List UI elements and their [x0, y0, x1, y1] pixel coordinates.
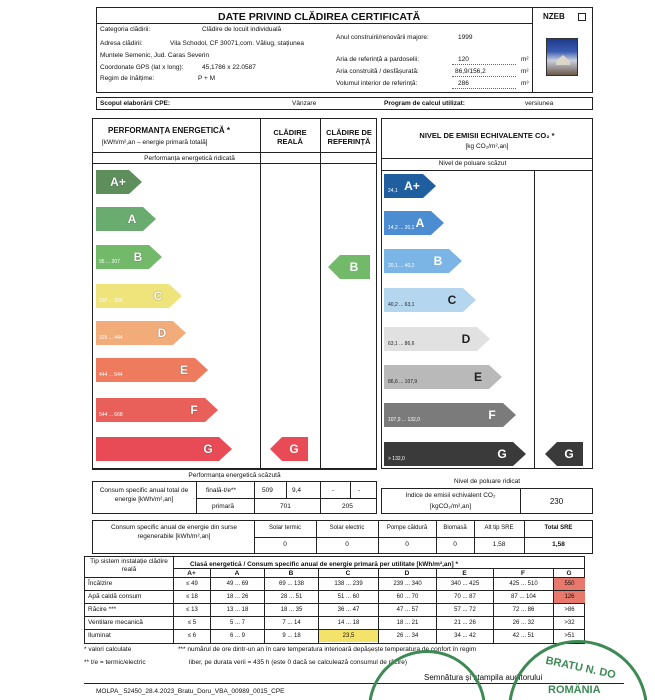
emission-class-letter: A	[415, 216, 425, 230]
energy-high-label: Performanța energetică ridicată	[144, 155, 235, 162]
class-table-class-header: A+	[187, 570, 196, 577]
emission-class-letter: D	[461, 332, 471, 346]
consumption-divider-h	[196, 498, 377, 499]
renewable-col-header: Biomasă	[443, 525, 467, 531]
class-table-cell: ≤ 6	[187, 633, 197, 639]
renewable-col-header: Solar termic	[268, 525, 301, 531]
class-table-cell: 340 ... 425	[450, 581, 480, 587]
class-table-cell: 60 ... 70	[396, 594, 419, 600]
class-table-class-header: G	[566, 570, 572, 577]
consumption-label: Consum specific anual total de energie [kWh/m²,an]	[99, 487, 189, 503]
address-value: Vila Schodol, CF 30071,com. Văliug, stațiunea	[170, 40, 304, 47]
class-table-row-name: Ventilare mecanică	[88, 619, 143, 626]
renewable-col-header: Solar electric	[329, 525, 365, 531]
heated-area-unit: m²	[521, 56, 529, 63]
class-table-cell: 239 ... 340	[393, 581, 422, 587]
energy-class-letter: F	[190, 403, 198, 417]
class-table-class-header: B	[288, 570, 294, 577]
emission-class-arrow-B	[384, 249, 462, 273]
header-divider	[96, 23, 532, 24]
class-table-cell: 26 ... 34	[396, 633, 419, 639]
class-table-cell: 5 ... 7	[229, 620, 245, 626]
value-underline-2	[452, 76, 516, 77]
emission-class-letter: B	[433, 254, 443, 268]
category-label: Categoria clădirii:	[100, 26, 151, 33]
note-te: ** t/e = termic/electric	[84, 659, 146, 666]
emissions-col-divider	[534, 170, 535, 469]
renewable-col-header: Alt tip SRE	[484, 525, 514, 531]
renewable-value: 1,58	[552, 541, 565, 548]
volume-label: Volumul interior de referință:	[336, 80, 418, 87]
signature-label: Semnătura și ștampila auditorului	[424, 673, 543, 682]
emission-class-range: 14,2 ... 20,1	[388, 225, 415, 231]
class-table-cell: 425 ... 510	[509, 581, 538, 587]
class-table-cell: 126	[554, 591, 585, 603]
renewable-value: 0	[345, 541, 349, 548]
energy-class-letter: A+	[110, 175, 126, 189]
energy-class-range: 544 ... 668	[99, 412, 123, 418]
class-table-header: Clasă energetică / Consum specific anual de energie primară per utilitate [kWh/m²,an] *	[190, 561, 459, 568]
class-table-cell: 18 ... 26	[226, 594, 249, 600]
class-table-cell: ≤ 5	[187, 620, 197, 626]
class-table-type-label: Tip sistem instalație clădire reală	[90, 558, 168, 573]
class-table-cell: 28 ... 51	[280, 594, 303, 600]
class-table-cell: ≤ 49	[186, 581, 198, 587]
built-area-label: Aria construită / desfășurată:	[336, 68, 419, 75]
class-table-cell: 57 ... 72	[454, 607, 476, 613]
renewable-value: 0	[283, 541, 287, 548]
class-table-cell: ≤ 18	[186, 594, 198, 600]
emission-class-range: > 132,0	[388, 456, 405, 462]
class-table-cell: 21 ... 26	[454, 620, 476, 626]
building-photo-roof	[556, 55, 570, 65]
col-ref-header: CLĂDIRE DE REFERINȚĂ	[326, 128, 372, 146]
class-table-cell: ≤ 13	[186, 607, 198, 613]
class-table-header-line	[173, 568, 585, 569]
energy-high-line	[92, 163, 377, 164]
class-table-cell: 70 ... 87	[454, 594, 476, 600]
built-area-unit: m²	[521, 68, 529, 75]
class-table-row-name: Apă caldă consum	[88, 593, 142, 600]
energy-class-letter: G	[203, 442, 213, 456]
energy-class-letter: B	[133, 250, 143, 264]
emission-class-letter: C	[447, 293, 457, 307]
energy-class-range: 207 ... 325	[99, 298, 123, 304]
stamp-text-top: BRATU N. DO	[544, 654, 617, 682]
emission-class-range: 63,1 ... 86,6	[388, 341, 415, 347]
class-table-cell: 87 ... 104	[510, 594, 537, 600]
class-table-cell: 42 ... 51	[512, 633, 535, 639]
value-underline-3	[452, 88, 516, 89]
emission-class-letter: F	[488, 408, 496, 422]
class-table-row-name: Încălzire	[88, 580, 113, 587]
value-underline-1	[452, 64, 516, 65]
primary-value: 701	[280, 503, 291, 510]
consumption-col-2	[320, 481, 321, 514]
energy-title: PERFORMANȚA ENERGETICĂ *	[108, 126, 230, 135]
energy-class-range: 95 ... 207	[99, 259, 120, 265]
purpose-row	[96, 97, 593, 110]
emissions-low-line	[381, 170, 593, 171]
final-value: 509	[262, 487, 273, 494]
emission-class-range: 86,6 ... 107,9	[388, 379, 418, 385]
class-table-cell: 550	[554, 578, 585, 590]
footer-code: MOLPA_ 52450_28.4.2023_Bratu_Doru_VBA_00989_0015_CPE	[96, 688, 285, 695]
class-table-row-name: Răcire ***	[88, 606, 117, 613]
class-table-cell: 51 ... 60	[337, 594, 360, 600]
emissions-low-label: Nivel de poluare scăzut	[438, 160, 507, 167]
class-table-cell: 34 ... 42	[454, 633, 476, 639]
energy-class-range: 444 ... 544	[99, 372, 123, 378]
class-table-class-header: C	[345, 570, 351, 577]
volume-value: 286	[458, 80, 469, 87]
class-table-cell: 6 ... 9	[229, 633, 245, 639]
built-area-value: 86,9/156,2	[455, 68, 486, 75]
emission-index-unit: [kgCO₂/m²,an]	[429, 503, 472, 510]
photo-frame-border	[532, 7, 533, 93]
note-calculated: * valori calculate	[84, 646, 132, 653]
class-table-cell: 69 ... 138	[278, 581, 305, 587]
emission-class-range: 40,2 ... 63,1	[388, 302, 415, 308]
class-table-cell: >86	[564, 607, 575, 613]
class-table-cell: 7 ... 14	[282, 620, 301, 626]
program-label: Program de calcul utilizat:	[384, 100, 465, 107]
class-table-class-header: F	[521, 570, 525, 577]
emissions-high-label: Nivel de poluare ridicat	[453, 478, 521, 485]
class-table-cell: >32	[564, 620, 575, 626]
energy-class-range: 325 ... 444	[99, 335, 123, 341]
nzeb-label: NZEB	[543, 12, 565, 21]
final-value-2: 9,4	[292, 487, 302, 494]
note-cooling-2: liber, pe durata verii = 435 h (este 0 dacă se calculează consumul de răcire)	[189, 659, 408, 666]
class-table-cell: 23,5	[319, 630, 378, 642]
emission-index-label: Indice de emisii echivalent CO₂	[405, 492, 496, 499]
gps-value: 45,1786 x 22.0587	[202, 64, 256, 71]
class-table-cell: 26 ... 32	[512, 620, 535, 626]
renewable-col-header: Total SRE	[544, 525, 573, 531]
note-cooling-1: *** numărul de ore dintr-un an în care temperatura interioară depășește temperatura de confort în regim	[178, 646, 477, 653]
col-real-header: CLĂDIRE REALĂ	[273, 128, 307, 146]
energy-subtitle: [kWh/m²,an – energie primară totală]	[102, 139, 208, 146]
final-ref-2: -	[358, 487, 361, 494]
purpose-label: Scopul elaborării CPE:	[100, 100, 171, 107]
heated-area-value: 120	[458, 56, 469, 63]
emission-class-letter: A+	[404, 179, 420, 193]
program-value: versiunea	[525, 100, 554, 107]
renewable-col-header: Pompe căldură	[386, 525, 428, 531]
energy-class-letter: D	[157, 326, 167, 340]
class-table-cell: 49 ... 69	[226, 581, 249, 587]
consumption-col-1	[254, 481, 255, 514]
category-value: Clădire de locuit individuală	[202, 26, 282, 33]
primary-label: primară	[212, 503, 235, 510]
gps-label: Coordonate GPS (lat x long):	[100, 64, 184, 71]
final-ref-separator	[350, 481, 351, 498]
energy-low-label: Performanța energetică scăzută	[188, 472, 281, 479]
energy-low-line	[92, 469, 377, 470]
page-title: DATE PRIVIND CLĂDIREA CERTIFICATĂ	[218, 11, 421, 23]
address-value-2: Muntele Semenic, Jud. Caras Severin	[100, 52, 210, 59]
renewable-mid-line	[254, 537, 593, 538]
year-label: Anul construirii/renovării majore:	[336, 34, 429, 41]
class-table-cell: 36 ... 47	[337, 607, 360, 613]
reference-building-class: B	[349, 260, 359, 274]
energy-class-letter: A	[127, 212, 137, 226]
class-table-cell: 14 ... 18	[337, 620, 360, 626]
class-table-cell: 13 ... 18	[226, 607, 249, 613]
address-label: Adresa clădirii:	[100, 40, 143, 47]
emission-class-letter: E	[473, 370, 482, 384]
building-photo	[546, 38, 578, 76]
energy-col-divider-2	[320, 118, 321, 469]
class-table-cell: 18 ... 21	[396, 620, 419, 626]
stamp-text-bottom: ROMÂNIA	[548, 684, 601, 696]
nzeb-checkbox[interactable]	[578, 13, 586, 21]
class-table-cell: >51	[564, 633, 575, 639]
final-ref-1: -	[332, 487, 335, 494]
energy-class-letter: C	[153, 289, 163, 303]
emission-class-letter: G	[497, 447, 507, 461]
class-table-class-header: E	[462, 570, 467, 577]
primary-ref-value: 205	[342, 503, 353, 510]
year-value: 1999	[458, 34, 473, 41]
class-table-cell: 18 ... 35	[280, 607, 303, 613]
emission-class-range: 20,1 ... 40,2	[388, 263, 415, 269]
class-table-cell: 47 ... 57	[396, 607, 419, 613]
purpose-value: Vânzare	[292, 100, 317, 107]
emission-index-value: 230	[549, 497, 564, 506]
energy-col-divider-1	[260, 118, 261, 469]
regime-label: Regim de înălțime:	[100, 75, 155, 82]
class-table-class-header: D	[404, 570, 410, 577]
emission-class-range: 24,1	[388, 188, 398, 194]
class-table-class-header: A	[234, 570, 240, 577]
renewable-value: 0	[405, 541, 409, 548]
renewable-value: 1,58	[492, 541, 506, 548]
auditor-stamp-left	[368, 650, 486, 700]
class-table-cell: 9 ... 18	[282, 633, 301, 639]
renewable-value: 0	[453, 541, 457, 548]
final-label: finală-t/e**	[206, 487, 236, 494]
emissions-header-line	[381, 158, 593, 159]
emission-class-range: 107,9 ... 132,0	[388, 417, 420, 423]
class-table-cell: 138 ... 239	[334, 581, 363, 587]
volume-unit: m³	[521, 80, 529, 87]
class-table-row-name: Iluminat	[88, 632, 111, 639]
final-value-separator	[286, 481, 287, 498]
class-table-cell: 72 ... 86	[512, 607, 535, 613]
energy-class-letter: E	[179, 363, 188, 377]
emissions-subtitle: [kg CO₂/m²,an]	[465, 143, 509, 150]
renewable-label: Consum specific anual de energie din surse regenerabile [kWh/m²,an]	[110, 524, 238, 540]
regime-value: P + M	[198, 75, 216, 82]
emissions-title: NIVEL DE EMISII ECHIVALENTE CO₂ *	[419, 131, 555, 140]
heated-area-label: Aria de referință a pardoselii:	[336, 56, 420, 63]
real-building-class: G	[289, 442, 299, 456]
real-building-emission-class: G	[564, 447, 574, 461]
energy-header-line	[92, 152, 377, 153]
